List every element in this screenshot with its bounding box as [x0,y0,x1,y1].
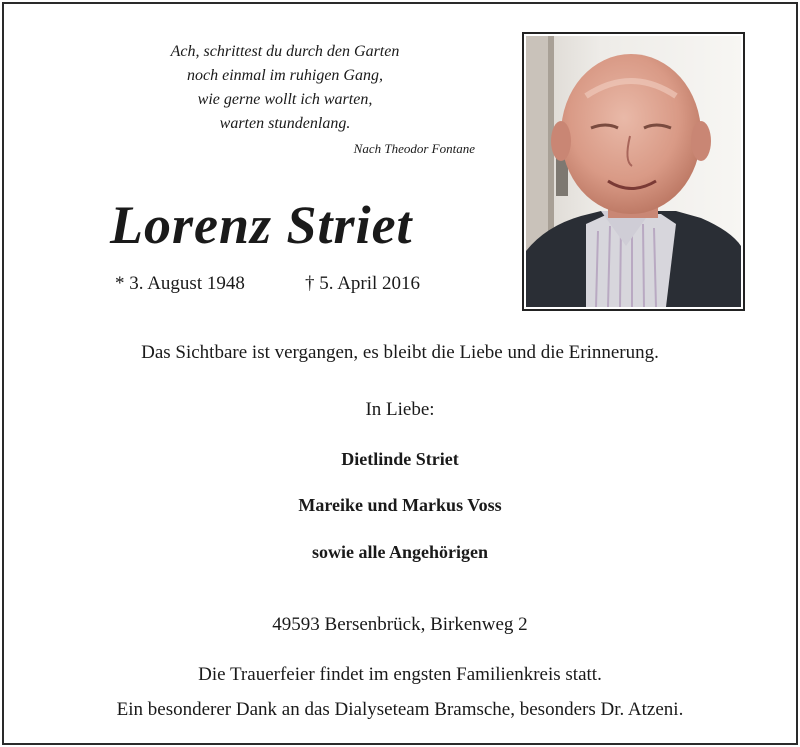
poem-line: wie gerne wollt ich warten, [197,91,373,108]
birth-date: * 3. August 1948 [115,273,245,294]
funeral-note: Die Trauerfeier findet im engsten Familienkreis statt. [198,664,602,685]
poem-attribution: Nach Theodor Fontane [353,141,475,156]
poem-line: Ach, schrittest du durch den Garten [170,43,400,60]
mourner-name: Mareike und Markus Voss [298,495,502,515]
memorial-motto: Das Sichtbare ist vergangen, es bleibt die Liebe und die Erinnerung. [141,342,659,363]
poem-line: warten stundenlang. [219,115,351,132]
mourner-name: sowie alle Angehörigen [312,542,488,562]
portrait-image [526,36,741,307]
family-address: 49593 Bersenbrück, Birkenweg 2 [272,614,528,635]
poem [100,40,475,156]
portrait-photo [522,32,745,311]
deceased-name: Lorenz Striet [110,195,413,255]
poem-line: noch einmal im ruhigen Gang, [187,67,383,84]
death-date: † 5. April 2016 [305,273,421,294]
thanks-note: Ein besonderer Dank an das Dialyseteam Bramsche, besonders Dr. Atzeni. [116,699,684,720]
mourner-name: Dietlinde Striet [341,449,459,469]
mourners-intro: In Liebe: [365,399,435,420]
